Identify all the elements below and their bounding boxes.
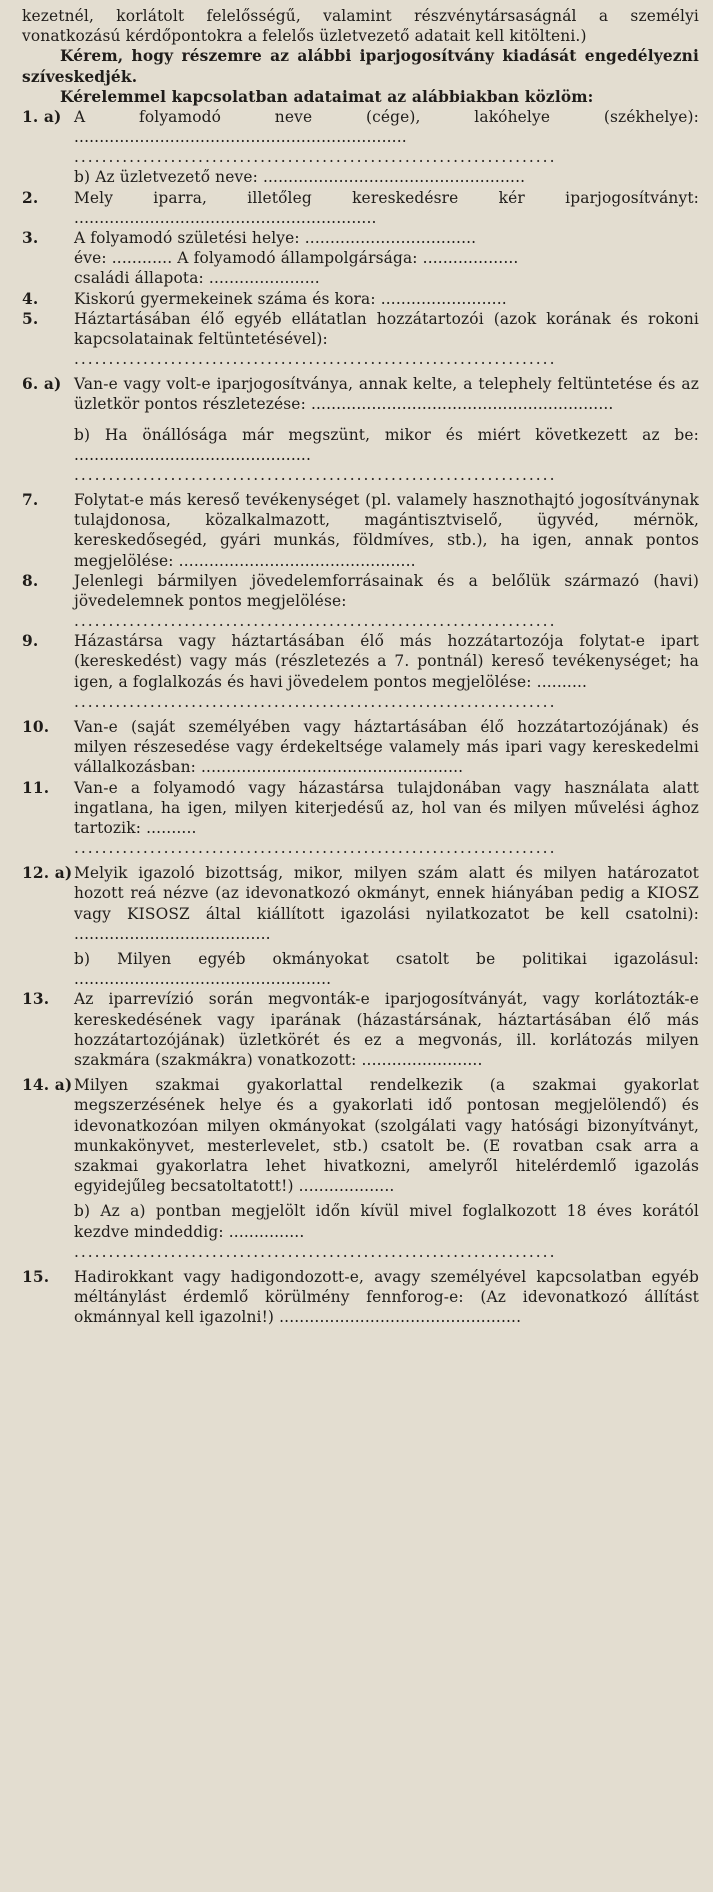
question-text: Folytat-e más kereső tevékenységet (pl. valamely hasznothajtó jogosítványnak tulajdonosa, közalkalmazott, magántisztviselő, ügyvéd, mérnök, kereskedősegéd, gyári munkás, földmíves, stb.), ha igen, annak pontos megjelölése: ............................................... (74, 491, 699, 570)
question-1a (22, 107, 699, 147)
question-text: Mely iparra, illetőleg kereskedésre kér iparjogosítványt: ............................................................ (74, 188, 699, 227)
answer-line: ...................................................................... (74, 148, 557, 167)
question-6a (22, 374, 699, 414)
question-number: 5. (22, 309, 39, 328)
question-number: 12. a) (22, 864, 73, 883)
question-number: 2. (22, 188, 39, 207)
question-text: Kiskorú gyermekeinek száma és kora: ......................... (74, 289, 507, 308)
question-13 (22, 989, 699, 1070)
question-number: 11. (22, 778, 50, 797)
answer-line: ...................................................................... (74, 692, 557, 711)
question-number: 8. (22, 571, 39, 590)
question-text: b) Az a) pontban megjelölt időn kívül mivel foglalkozott 18 éves korától kezdve mindeddig: ............... (74, 1202, 699, 1241)
answer-line: ...................................................................... (74, 1242, 557, 1261)
question-text: A folyamodó neve (cége), lakóhelye (székhelye): .................................................................. (74, 108, 699, 147)
question-4 (22, 289, 699, 309)
answer-line: ...................................................................... (74, 350, 557, 369)
question-number: 14. a) (22, 1076, 73, 1095)
question-10 (22, 717, 699, 778)
question-8 (22, 571, 699, 611)
question-12b (22, 949, 699, 989)
question-text: b) Milyen egyéb okmányokat csatolt be politikai igazolásul: ................................................... (74, 949, 699, 989)
question-text: Hadirokkant vagy hadigondozott-e, avagy személyével kapcsolatban egyéb méltánylást érdemlő körülmény fennforog-e: (Az idevonatkozó állítást okmánnyal kell igazolni!) ................................................ (74, 1267, 699, 1327)
question-text: Van-e vagy volt-e iparjogosítványa, annak kelte, a telephely feltüntetése és az üzletkör pontos részletezése: ............................................................ (74, 375, 699, 414)
question-text: Van-e a folyamodó vagy házastársa tulajdonában vagy használata alatt ingatlana, ha igen, milyen kiterjedésű az, hol van és milyen művelési ághoz tartozik: .......... (74, 778, 699, 837)
question-6b (22, 425, 699, 465)
question-2 (22, 188, 699, 228)
question-15 (22, 1267, 699, 1328)
question-14b (22, 1201, 699, 1241)
question-text: Van-e (saját személyében vagy háztartásában élő hozzátartozójának) és milyen részesedése vagy érdekeltsége valamely más ipari vagy kereskedelmi vállalkozásban: .................................................... (74, 717, 699, 777)
question-number: 15. (22, 1267, 50, 1286)
question-number: 10. (22, 717, 50, 736)
question-9 (22, 631, 699, 692)
question-text: b) Ha önállósága már megszünt, mikor és miért következett az be: ............................................... (74, 425, 699, 464)
question-7 (22, 490, 699, 571)
question-5 (22, 309, 699, 349)
question-text: Milyen szakmai gyakorlattal rendelkezik (a szakmai gyakorlat megszerzésének helye és a gyakorlati idő pontosan megjelölendő) és idevonatkozóan milyen okmányokat (szolgálati vagy hatósági bizonyítványt, munkakönyvet, mesterlevelet, stb.) csatolt be. (E rovatban csak arra a szakmai gyakorlatra lehet hivatkozni, amelyről hitelérdemlő igazolás egyidejűleg becsatoltatott!) ................... (74, 1076, 699, 1196)
question-3 (22, 228, 699, 289)
question-number: 1. a) (22, 108, 62, 127)
question-number: 7. (22, 491, 39, 510)
question-text: családi állapota: ...................... (74, 269, 320, 288)
question-text: A folyamodó születési helye: .................................. (74, 229, 477, 248)
question-number: 6. a) (22, 375, 62, 394)
question-14a (22, 1075, 699, 1196)
question-number: 3. (22, 229, 39, 248)
request-paragraph: Kérem, hogy részemre az alábbi iparjogosítvány kiadását engedélyezni szíveskedjék. (22, 47, 699, 86)
question-text: Jelenlegi bármilyen jövedelemforrásainak és a belőlük származó (havi) jövedelemnek pontos megjelölése: (74, 571, 699, 611)
question-11 (22, 778, 699, 839)
question-text: Melyik igazoló bizottság, mikor, milyen szám alatt és milyen határozatot hozott reá nézve (az idevonatkozó okmányt, ennek hiányában pedig a KIOSZ vagy KISOSZ által kiállított igazolási nyilatkozatot be kell csatolni): ....................................... (74, 864, 699, 943)
question-12a (22, 863, 699, 944)
question-text: Az iparrevízió során megvonták-e iparjogosítványát, vagy korlátozták-e kereskedésének vagy iparának (házastársának, háztartásában élő más hozzátartozójának) üzletkörét és ez a megvonás, ill. korlátozás milyen szakmára (szakmákra) vonatkozott: ........................ (74, 990, 699, 1069)
answer-line: ...................................................................... (74, 466, 557, 485)
data-header: Kérelemmel kapcsolatban adataimat az alábbiakban közlöm: (60, 87, 594, 106)
intro-paragraph: kezetnél, korlátolt felelősségű, valamint részvénytársaságnál a személyi vonatkozású kérdőpontokra a felelős üzletvezető adatait kell kitölteni.) (22, 7, 699, 46)
question-1b (22, 167, 699, 187)
question-text: éve: ............ A folyamodó állampolgársága: ................... (74, 249, 519, 268)
question-text: Házastársa vagy háztartásában élő más hozzátartozója folytat-e ipart (kereskedést) vagy más (részletezés a 7. pontnál) kereső tevékenységet; ha igen, a foglalkozás és havi jövedelem pontos megjelölése: .......... (74, 632, 699, 691)
answer-line: ...................................................................... (74, 612, 557, 631)
question-number: 9. (22, 632, 39, 651)
question-text: b) Az üzletvezető neve: .................................................... (74, 168, 526, 187)
question-number: 4. (22, 289, 39, 308)
question-number: 13. (22, 990, 50, 1009)
answer-line: ...................................................................... (74, 839, 557, 858)
question-text: Háztartásában élő egyéb ellátatlan hozzátartozói (azok korának és rokoni kapcsolatainak feltüntetésével): (74, 309, 699, 349)
